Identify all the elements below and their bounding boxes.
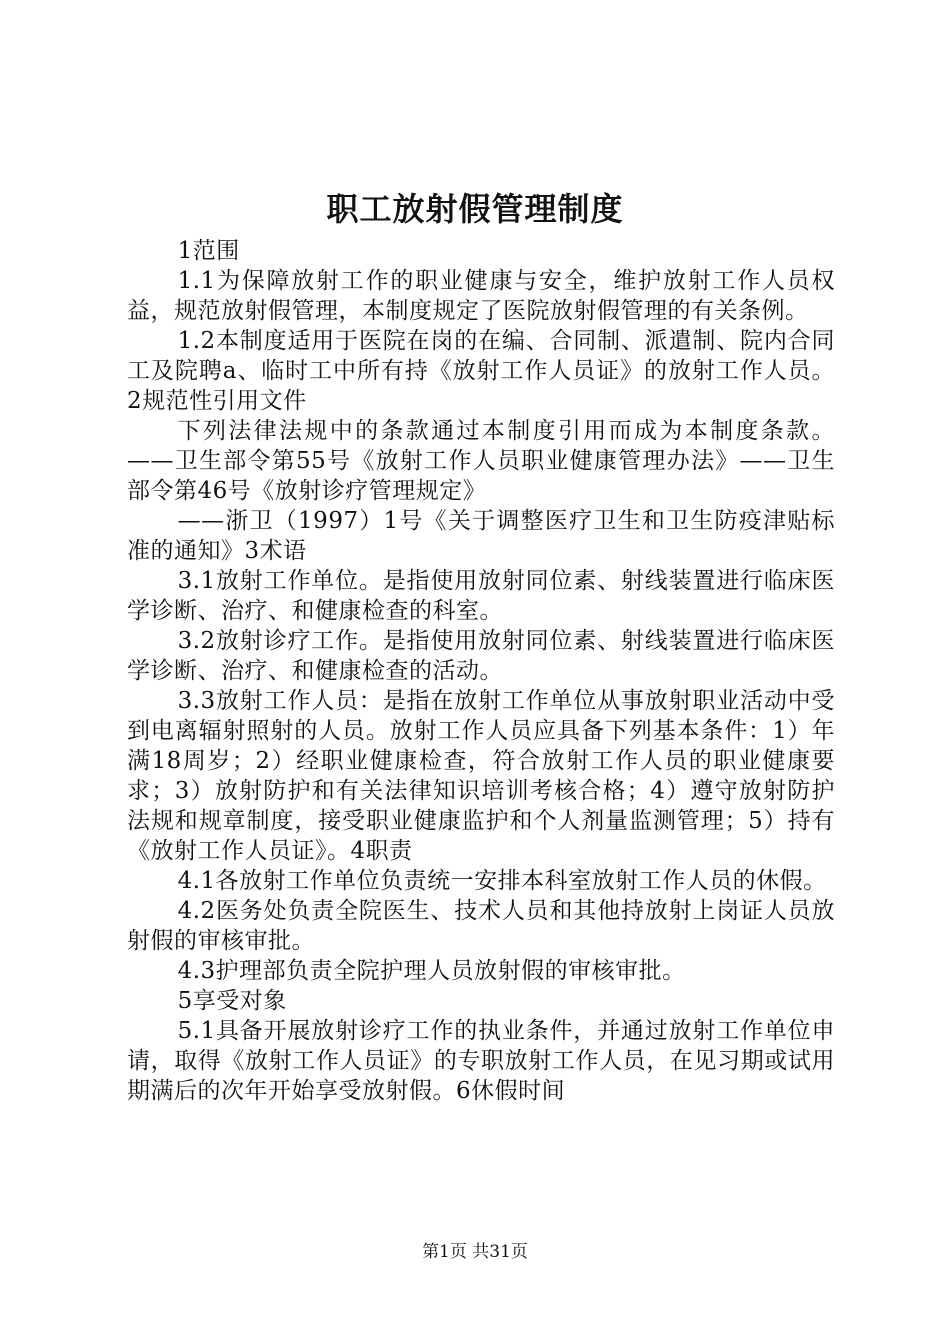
paragraph-references: 下列法律法规中的条款通过本制度引用而成为本制度条款。——卫生部令第55号《放射工作人员职业健康管理办法》——卫生部令第46号《放射诊疗管理规定》 <box>127 418 835 504</box>
paragraph-1-2: 1.2本制度适用于医院在岗的在编、合同制、派遣制、院内合同工及院聘a、临时工中所有持《放射工作人员证》的放射工作人员。2规范性引用文件 <box>127 328 835 414</box>
paragraph-4-3: 4.3护理部负责全院护理人员放射假的审核审批。 <box>177 958 686 984</box>
paragraph-3-2: 3.2放射诊疗工作。是指使用放射同位素、射线装置进行临床医学诊断、治疗、和健康检查的活动。 <box>127 628 835 684</box>
section-heading-scope: 1范围 <box>177 238 240 264</box>
paragraph-4-1: 4.1各放射工作单位负责统一安排本科室放射工作人员的休假。 <box>177 868 827 894</box>
paragraph-3-1: 3.1放射工作单位。是指使用放射同位素、射线装置进行临床医学诊断、治疗、和健康检查的科室。 <box>127 568 835 624</box>
page-footer: 第1页 共31页 <box>422 1242 528 1262</box>
paragraph-5-1: 5.1具备开展放射诊疗工作的执业条件，并通过放射工作单位申请，取得《放射工作人员证》的专职放射工作人员，在见习期或试用期满后的次年开始享受放射假。6休假时间 <box>127 1018 835 1104</box>
page-title: 职工放射假管理制度 <box>326 190 624 228</box>
paragraph-reference-zhejiang: ——浙卫（1997）1号《关于调整医疗卫生和卫生防疫津贴标准的通知》3术语 <box>127 508 835 564</box>
paragraph-1-1: 1.1为保障放射工作的职业健康与安全，维护放射工作人员权益，规范放射假管理，本制度规定了医院放射假管理的有关条例。 <box>127 268 835 324</box>
section-heading-beneficiaries: 5享受对象 <box>177 988 287 1014</box>
paragraph-4-2: 4.2医务处负责全院医生、技术人员和其他持放射上岗证人员放射假的审核审批。 <box>127 898 835 954</box>
document-body <box>127 236 835 1106</box>
paragraph-3-3: 3.3放射工作人员：是指在放射工作单位从事放射职业活动中受到电离辐射照射的人员。放射工作人员应具备下列基本条件：1）年满18周岁；2）经职业健康检查，符合放射工作人员的职业健康要求；3）放射防护和有关法律知识培训考核合格；4）遵守放射防护法规和规章制度，接受职业健康监护和个人剂量监测管理；5）持有《放射工作人员证》。4职责 <box>127 688 835 864</box>
